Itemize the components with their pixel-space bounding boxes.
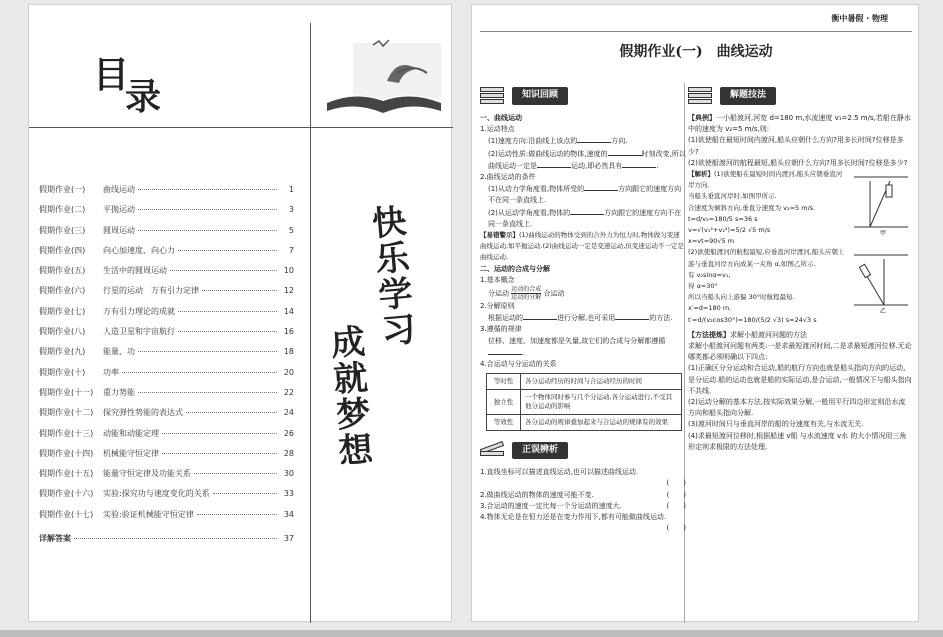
answer-parens[interactable]: ( ) — [666, 479, 686, 488]
vertical-divider — [310, 23, 311, 623]
horizontal-scrollbar[interactable] — [0, 630, 943, 637]
right-column: 解题技法 【典例】一小船渡河,河宽 d=180 m,水流速度 v₁=2.5 m/s,若船在静水中的速度为 v₂=5 m/s,则: (1)欲使船在最短时间内渡河,船头应朝什么方向?用多长时间?位移是多少? (2)欲使船渡河的航程最短,船头应朝什么方向?用多长时间?位移是多少? 甲 【解析】(1)欲使船在最短时间内渡河,船头应朝垂直河岸方向. 当船头垂直河岸时,如图甲所示. 合速度为倾斜方向,垂直分速度为 v₂=5 m/s. t=d/v₂=180/5 s=36 s v=√(v₁²+v₂²)=5/2 √5 m/s x=vt=90√5 m 乙 (2)欲使船渡河的航程最短,应垂直河岸渡河,船头应朝上游与垂直河岸方向成某一夹角 α,如图乙所示. 有 v₂sinα=v₁, 得 α=30° 所以当船头向上游偏 30°时航程最短. x′=d=180 m. t′=d/(v₂cos30°)=180/(5/2 √3) s=24√3 s 【方法提炼】求解小船渡河问题的方法 求解小船渡河问题有两类:一是求最短渡河时间,二是求最短渡河位移.无论哪类都必须明确以下四点: (1)正确区分分运动和合运动,船的航行方向也就是船头指向方向的运动,是分运动.船的运动也就是船的实际运动,是合运动,一般情况下与船头指向不共线. (2)运动分解的基本方法,按实际效果分解,一般用平行四边形定则沿水流方向和船头指向分解. (3)渡河时间只与垂直河岸的船的分速度有关,与水流无关. (4)求最短渡河位移时,根据船速 v船 与水流速度 v水 的大小情况用三角形定则求极限的方法处理. — [688, 83, 912, 453]
toc-row[interactable]: 假期作业(十三) 动能和动能定理 26 — [39, 428, 294, 438]
figure-yi — [850, 249, 912, 315]
error-tag: 正误辨析 — [512, 442, 568, 459]
toc-row[interactable]: 假期作业(四) 向心加速度、向心力 7 — [39, 245, 294, 255]
method-tag: 解题技法 — [720, 87, 776, 104]
table-row: 等效性 各分运动的规律叠加起来与合运动的规律有的效果 — [487, 415, 682, 431]
pencil-icon — [480, 439, 506, 461]
page-title: 假期作业(一) 曲线运动 — [619, 44, 773, 60]
toc-row[interactable]: 假期作业(十四) 机械能守恒定律 28 — [39, 448, 294, 458]
toc-row[interactable]: 假期作业(六) 行星的运动 万有引力定律 12 — [39, 286, 294, 296]
left-column: 知识回顾 一、曲线运动 1.运动特点 (1)速度方向:沿曲线上该点的 方向. (2)运动性质:做曲线运动的物体,速度的 时刻改变,所以曲线运动一定是 运动,即必然具有 . 2.曲线运动的条件 (1)从动力学角度看,物体所受的 方向跟它的速度方向不在同一条直线上. (2)从运动学角度看,物体的 方向跟它的速度方向不在同一条直线上. 【易错警示】(1)曲线运动的物体受到的合外力为恒力时,物体做匀变速曲线运动,如平抛运动.(2)曲线运动一定是变速运动,但变速运动不一定是曲线运动. 二、运动的合成与分解 1.基本概念 分运动 $\frac{\text{运动的合成}}{\text{运动的分解}}$ 合运动 2.分解原则 根据运动的 进行分解,也可采用 的方法. 3.遵循的规律 位移、速度、加速度都是矢量,故它们的合成与分解都遵循. 4.合运动与分运动的关系 等时性 各分运动经历的时间与合运动经历的时间 独立性 一个物体同时参与几个分运动,各分运动进行,不受其他分运动的影响 等效性 各分运动的规律叠加起来与合运动的规律有的效果 正误辨析 1.直线坐标可以描述直线运动,也可以描述曲线运动. ( ) 2.做曲线运动的物体的速度可能不变. ( ) 3.合运动的速度一定比每一个分运动的速度大. ( ) 4.物体无论是在恒力还是在变力作用下,都有可能做曲线运动. ( ) — [480, 83, 686, 534]
svg-text:乙: 乙 — [880, 308, 887, 316]
boat-icon — [886, 185, 892, 197]
true-false-item[interactable]: 1.直线坐标可以描述直线运动,也可以描述曲线运动. — [480, 468, 639, 477]
toc-row[interactable]: 假期作业(五) 生活中的圆周运动 10 — [39, 266, 294, 276]
knowledge-section-header — [480, 83, 686, 109]
toc-row[interactable]: 假期作业(十二) 探究弹性势能的表达式 24 — [39, 408, 294, 418]
answer-parens: ( ) — [666, 501, 686, 510]
toc-row[interactable]: 假期作业(十五) 能量守恒定律及功能关系 30 — [39, 469, 294, 479]
toc-row[interactable]: 假期作业(九) 能量、功 18 — [39, 347, 294, 357]
toc-row[interactable]: 假期作业(二) 平抛运动 3 — [39, 205, 294, 215]
toc-row[interactable]: 假期作业(十七) 实验:验证机械能守恒定律 34 — [39, 509, 294, 519]
svg-text:甲: 甲 — [880, 230, 887, 238]
table-row: 等时性 各分运动经历的时间与合运动经历的时间 — [487, 374, 682, 390]
toc-row[interactable]: 假期作业(十六) 实验:探究功与速度变化的关系 33 — [39, 489, 294, 499]
open-book-illustration — [325, 33, 445, 115]
left-page — [28, 4, 452, 622]
true-false-item[interactable]: 4.物体无论是在恒力还是在变力作用下,都有可能做曲线运动. — [480, 513, 667, 522]
slogan-happy-learning: 快 乐 学 习 — [370, 201, 418, 353]
true-false-item[interactable]: 2.做曲线运动的物体的速度可能不变. ( ) — [480, 490, 686, 501]
method-section-header — [688, 83, 912, 109]
toc-title — [93, 47, 164, 118]
right-page — [471, 4, 919, 622]
horizontal-divider — [29, 127, 453, 128]
toc-row[interactable]: 假期作业(十一) 重力势能 22 — [39, 387, 294, 397]
table-row: 独立性 一个物体同时参与几个分运动,各分运动进行,不受其他分运动的影响 — [487, 390, 682, 415]
toc-title-char-1: 目 — [93, 55, 132, 96]
figure-jia — [850, 171, 912, 237]
books-icon — [480, 85, 506, 107]
answer-parens: ( ) — [666, 490, 686, 499]
toc-list — [39, 180, 294, 549]
toc-row[interactable]: 假期作业(七) 万有引力理论的成就 14 — [39, 306, 294, 316]
toc-answers-row[interactable]: 详解答案 37 — [39, 534, 294, 544]
knowledge-tag: 知识回顾 — [512, 87, 568, 104]
boat-icon — [859, 265, 870, 278]
true-false-item[interactable]: 3.合运动的速度一定比每一个分运动的速度大. ( ) — [480, 501, 686, 512]
header-rule — [480, 31, 912, 32]
error-section-header — [480, 437, 686, 463]
toc-title-char-2: 录 — [125, 77, 164, 118]
slogan-achieve-dreams: 成 就 梦 想 — [329, 321, 375, 473]
toc-row[interactable]: 假期作业(一) 曲线运动 1 — [39, 185, 294, 194]
synthesis-fraction: $\frac{\text{运动的合成}}{\text{运动的分解}}$ — [511, 286, 542, 302]
answer-parens[interactable]: ( ) — [666, 524, 686, 533]
page-header: 衡中暑假 · 物理 — [831, 14, 888, 23]
relationship-table — [486, 373, 682, 431]
toc-row[interactable]: 假期作业(十) 功率 20 — [39, 367, 294, 377]
toc-row[interactable]: 假期作业(八) 人造卫星和宇宙航行 16 — [39, 327, 294, 337]
toc-row[interactable]: 假期作业(三) 圆周运动 5 — [39, 225, 294, 235]
books-icon — [688, 85, 714, 107]
